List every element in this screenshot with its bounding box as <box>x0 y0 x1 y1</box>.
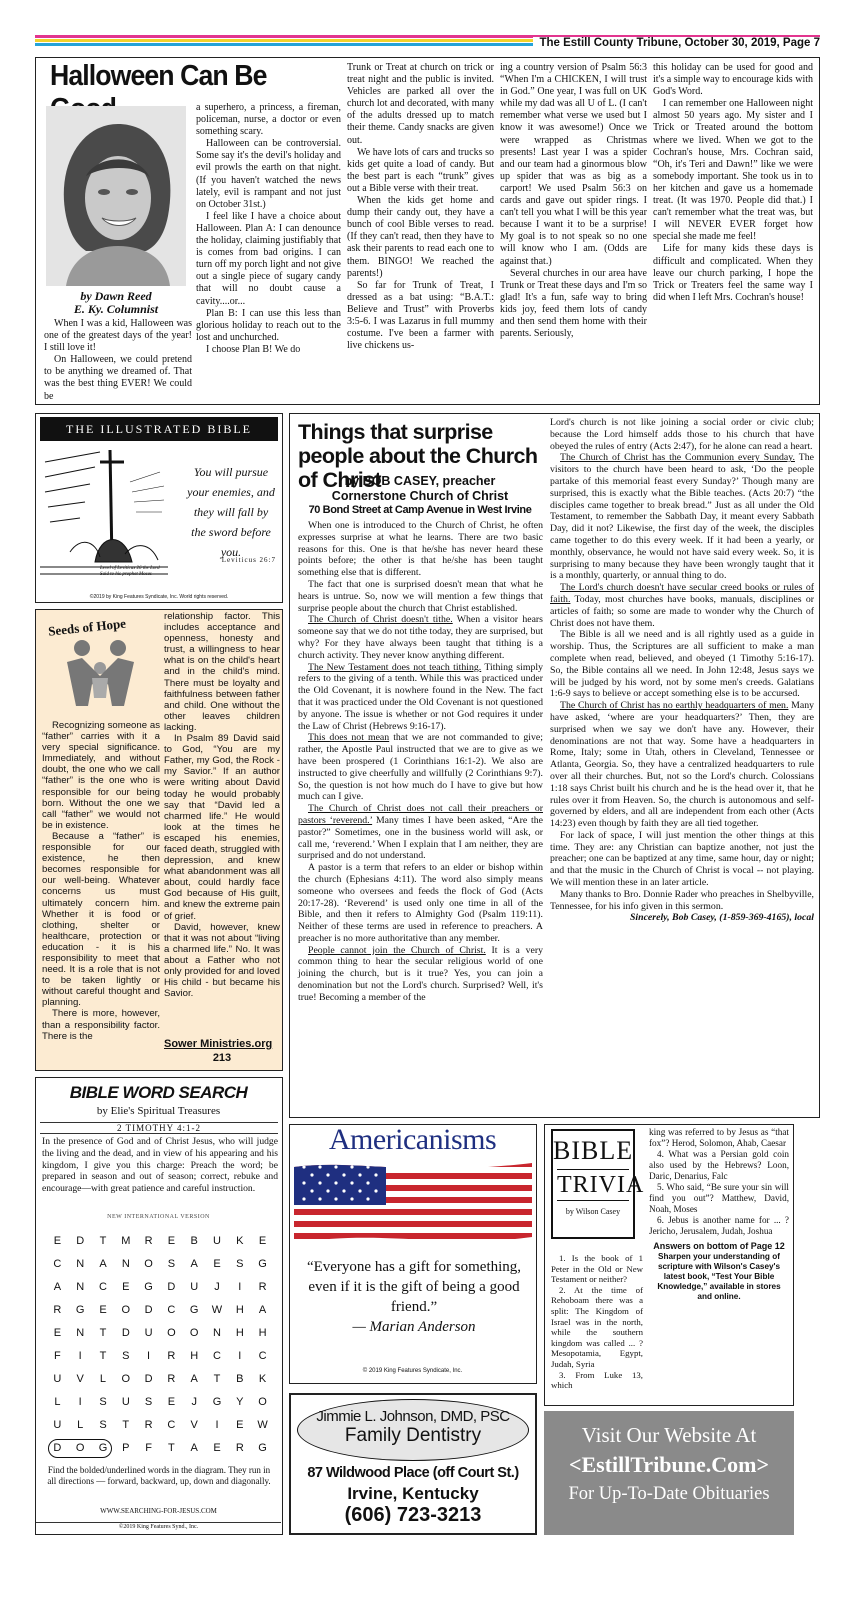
paragraph: Plan B: I can use this less than glorious holiday to reach out to the lost and unchurched. <box>196 307 341 343</box>
website-url[interactable]: <EstillTribune.Com> <box>568 1452 770 1477</box>
grid-letter: O <box>258 1396 267 1408</box>
americanisms-copyright: © 2019 King Features Syndicate, Inc. <box>362 1368 463 1374</box>
paragraph: In Psalm 89 David said to God, “You are my Father, my God, the Rock - my Savior.” If an author were writing about David today he would probably say that “David led a charmed life.” He would look at the times he escaped his enemies, faced death, struggled with depression, and knew what abandonment was all about, could hardly face God because of His guilt, and knew the extreme pain of grief. <box>164 733 280 922</box>
grid-letter: E <box>167 1396 176 1408</box>
grid-letter: C <box>53 1258 62 1270</box>
grid-letter: E <box>99 1304 107 1316</box>
grid-letter: C <box>213 1350 221 1362</box>
grid-letter: C <box>167 1419 176 1431</box>
underlined-heading: The Church of Christ doesn't tithe. <box>308 614 453 626</box>
grid-letter: U <box>213 1235 221 1247</box>
grid-letter: H <box>235 1327 244 1339</box>
grid-letter: B <box>236 1373 244 1385</box>
paragraph: A pastor is a term that refers to an elder or bishop within the church (Ephesians 4:11). The word also simply means someone who oversees and feeds the flock of God (Acts 20:17-28). ‘Reverend’ is used only one time in all of the Bible, and then it refers to Almighty God (Psalm 119:11). Neither of these terms are used in reference to preachers. A preacher is no more authoritative than any member. <box>298 862 543 944</box>
grid-letter: V <box>190 1419 198 1431</box>
grid-letter: I <box>238 1281 242 1293</box>
grid-letter: A <box>190 1258 198 1270</box>
grid-letter: O <box>144 1258 153 1270</box>
paragraph <box>298 945 543 1004</box>
dentist-phone[interactable]: (606) 723-3213 <box>344 1504 482 1526</box>
paragraph: When one is introduced to the Church of Christ, he often expresses surprise at what he learns. There are two basic reasons for this. One is that he/she has never heard these points before; the other is that he/she has been taught something else that is different. <box>298 520 543 579</box>
grid-letter: E <box>258 1235 267 1247</box>
grid-letter: S <box>167 1258 176 1270</box>
dentist-oval <box>297 1399 529 1461</box>
paragraph: Lord's church is not like joining a social order or civic club; because the Lord himself adds those to his church that have obeyed the rules of entry (Acts 2:47), for he alone can read a heart. <box>550 417 814 452</box>
grid-letter: T <box>99 1350 107 1362</box>
bible-trivia <box>544 1124 794 1406</box>
underlined-heading: This does not mean <box>308 732 390 744</box>
grid-letter: O <box>189 1327 199 1339</box>
trivia-question: 3. From Luke 13, which <box>551 1369 643 1391</box>
grid-letter: D <box>167 1281 176 1293</box>
grid-letter: U <box>121 1396 130 1408</box>
paragraph: this holiday can be used for good and it's a simple way to encourage kids with God's Word. <box>653 62 813 98</box>
paragraph <box>298 732 543 803</box>
wordsearch-title: BIBLE WORD SEARCH <box>69 1083 248 1102</box>
paragraph: We have lots of cars and trucks so kids get quite a load of candy. But the best part is each “trunk” gives out a Bible verse with their treat. <box>347 146 494 194</box>
grid-letter: I <box>147 1350 151 1362</box>
paragraph: There is more, however, than a responsibility factor. There is the <box>42 1008 160 1042</box>
flag-graphic <box>294 1159 532 1245</box>
grid-letter: C <box>258 1350 267 1362</box>
grid-letter: U <box>53 1373 62 1385</box>
underlined-heading: The Church of Christ has no earthly headquarters of men. <box>560 700 789 712</box>
grid-letter: T <box>213 1373 221 1385</box>
website-line-3: For Up-To-Date Obituaries <box>568 1484 770 1504</box>
grid-letter: I <box>215 1419 219 1431</box>
paragraph: Several churches in our area have Trunk or Treat these days and I'm so glad! It's a fun, safe way to bring kids joy, feed them lots of candy and then send them home with their parents. Seriously, <box>500 267 647 340</box>
dentist-address: 87 Wildwood Place (off Court St.) <box>307 1465 519 1481</box>
wordsearch-copyright: ©2019 King Features Synd., Inc. <box>36 1522 281 1530</box>
trivia-logo-by: by Wilson Casey <box>565 1207 621 1216</box>
grid-letter: A <box>53 1281 62 1293</box>
article-column-1 <box>44 318 192 403</box>
dentist-name: Jimmie L. Johnson, DMD, PSC <box>316 1408 510 1425</box>
grid-letter: R <box>258 1281 267 1293</box>
paragraph: So far for Trunk of Treat, I dressed as a bat using: “B.A.T.: Believe and Trust” with Proverbs 3:5-6. I was Lazarus in full mummy costume. I've been a farmer with live chickens us- <box>347 279 494 352</box>
example-word-circle <box>48 1439 112 1458</box>
paragraph: I can remember one Halloween night almost 50 years ago. My sister and I Trick or Treated around the bottom where we lived. When we got to the Cochran's house, Mrs. Cochran said, “Oh, it's Teri and Dawn!” like we were somebody important. She took us in to her kitchen and gave us a homemade treat. (It was 1970. People did that.) I can't remember what the treat was, but I will NEVER EVER forget how special she made me feel! <box>653 98 813 243</box>
grid-letter: T <box>168 1442 175 1454</box>
paragraph: relationship factor. This includes acceptance and openness, honesty and trust, a willingness to hear what is on the child's heart and in the child's mind. There must be loyalty and faithfulness between father and child. One without the other leaves children lacking. <box>164 611 280 733</box>
grid-letter: V <box>76 1373 84 1385</box>
paragraph: I choose Plan B! We do <box>206 343 301 355</box>
trivia-answers-note: Answers on bottom of Page 12 <box>653 1241 785 1251</box>
paragraph: On Halloween, we could pretend to be anything we dreamed of. That was the best thing EVER! We could be <box>44 354 192 402</box>
grid-letter: O <box>121 1304 131 1316</box>
paragraph: David, however, knew that it was not about “living a charmed life.” No. It was about a Father who not only provided for and loved His child - but became his Savior. <box>164 921 280 1000</box>
comic-copyright: ©2019 by King Features Syndicate, Inc. World rights reserved. <box>89 594 229 600</box>
grid-letter: R <box>167 1373 176 1385</box>
seeds-logo <box>42 615 158 718</box>
grid-letter: L <box>77 1419 84 1431</box>
grid-letter: O <box>121 1373 131 1385</box>
paragraph: The Bible is all we need and is all rightly used as a guide in worship. Thus, the Scriptures are all sufficient to make a man complete when read, believed, and obeyed (1 Timothy 5:16-17). So, the Bible contains all we need. In John 12:48, Jesus says we will be judged by his word, not by some men's creeds. Galatians 1:6-9 says to believe or accept something else is to be accursed. <box>550 629 814 700</box>
trivia-question: 5. Who said, “Be sure your sin will find you out”? Matthew, David, Noah, Moses <box>649 1182 789 1214</box>
dentist-practice: Family Dentistry <box>344 1425 482 1446</box>
grid-letter: F <box>145 1442 152 1454</box>
grid-letter: L <box>54 1396 61 1408</box>
grid-letter: R <box>144 1235 153 1247</box>
trivia-question: 1. Is the book of 1 Peter in the Old or New Testament or neither? <box>551 1253 643 1285</box>
grid-letter: N <box>76 1258 85 1270</box>
paragraph: a superhero, a princess, a fireman, policeman, nurse, a doctor or even something scary. <box>196 102 341 138</box>
paragraph: When the kids get home and dump their candy out, they have a bunch of cool Bible verses to read. (If they can't read, then they have to ask their parents to read each one to them. BINGO! We reached the parents!) <box>347 195 494 279</box>
grid-letter: C <box>99 1281 107 1293</box>
paragraph-body: Today, most churches have books, manuals, disciplines or articles of faith; so some are made to wonder why the Church of Christ does not have them. <box>550 593 814 629</box>
church-signoff: Sincerely, Bob Casey, (1-859-369-4165), local <box>629 912 814 924</box>
trivia-question: king was referred to by Jesus as “that fox”? Herod, Solomon, Ahab, Caesar <box>649 1127 789 1148</box>
grid-letter: R <box>235 1442 244 1454</box>
comic-small-caption: Level of Leviticus 26 the Lord Said to his prophet Moses <box>100 566 160 577</box>
grid-letter: R <box>167 1350 176 1362</box>
grid-letter: S <box>99 1396 107 1408</box>
grid-letter: D <box>53 1442 62 1454</box>
dentist-ad <box>289 1393 537 1535</box>
grid-letter: O <box>75 1442 85 1454</box>
grid-letter: J <box>214 1281 220 1293</box>
grid-letter: D <box>121 1327 130 1339</box>
grid-letter: F <box>54 1350 61 1362</box>
trivia-logo-top: BIBLE <box>553 1136 634 1165</box>
paragraph-body: It is a very common thing to hear the secular religious world of one joining the church, but is it true? Yes, you can join a denomination but not the Lord's church. Surprised? Well, it's true! Becoming a member of the <box>298 944 543 1003</box>
underlined-heading: The Church of Christ has the Communion every Sunday. <box>560 452 795 464</box>
grid-letter: L <box>99 1373 107 1385</box>
paragraph: Trunk or Treat at church on trick or treat night and the public is invited. Vehicles are parked all over the church lot and decorated, with many of the adults dressed up to match their theme. Candy snacks are given out. <box>347 62 494 146</box>
trivia-right-column <box>649 1127 789 1302</box>
seeds-right-column <box>164 611 280 999</box>
seeds-number: 213 <box>212 1052 232 1064</box>
website-line-1: Visit Our Website At <box>581 1423 757 1447</box>
grid-letter: W <box>211 1304 223 1316</box>
dentist-city: Irvine, Kentucky <box>347 1484 479 1503</box>
trivia-logo-bottom: TRIVIA <box>557 1169 629 1201</box>
grid-letter: D <box>144 1304 153 1316</box>
grid-letter: T <box>122 1419 130 1431</box>
grid-letter: I <box>238 1350 242 1362</box>
article-column-3 <box>347 62 494 352</box>
paragraph-body: The visitors to the church have been heard to ask, ‘Do the people partake of this memorial feast every Sunday?’ Though many are surprised, this is exactly what the Bible teaches. (Acts 20:7) “the disciples came together to break bread.” Just as all under the Old Testament, to remember the Sabbath Day, it meant every Sabbath Day, did it not? Likewise, the first day of the week, the disciples came together to do this every week. If it had been a yearly, or monthly, observance, he would not have said every week. So, it is surprising to many because they have been wrongly taught that it is a monthly, quarterly, or annual thing to do. <box>550 452 814 582</box>
underlined-heading: People cannot join the Church of Christ. <box>308 944 486 956</box>
americanisms-quote: “Everyone has a gift for something, even if it is the gift of being a good friend.” <box>306 1259 522 1315</box>
trivia-logo <box>551 1129 645 1239</box>
paragraph: For lack of space, I will just mention the other things at this time. They are: any Christian can baptize another, not just the preacher; one can be baptized at any time, same hour, day or night; and that the music in the Church of Christ is vocal -- not playing. We will mention these in an later article. <box>550 829 814 889</box>
grid-letter: E <box>236 1419 244 1431</box>
americanisms-title: Americanisms <box>328 1123 497 1156</box>
grid-letter: H <box>190 1350 199 1362</box>
bible-word-search <box>35 1077 283 1535</box>
church-right-column <box>550 417 814 924</box>
paragraph <box>550 452 814 582</box>
grid-letter: N <box>76 1327 85 1339</box>
grid-letter: C <box>167 1304 176 1316</box>
grid-letter: N <box>213 1327 221 1339</box>
comic-illustration <box>40 442 168 592</box>
church-headline: Things that surprise people about the Church of Christ <box>298 420 538 492</box>
grid-letter: G <box>258 1442 267 1454</box>
author-portrait <box>46 106 186 286</box>
wordsearch-version: NEW INTERNATIONAL VERSION <box>107 1214 210 1220</box>
underlined-heading: The Lord's church doesn't have secular creed books or rules of faith. <box>550 582 814 605</box>
paragraph <box>550 582 814 629</box>
grid-letter: T <box>99 1235 107 1247</box>
seeds-left-column <box>42 720 160 1042</box>
grid-letter: G <box>258 1258 267 1270</box>
article-column-4 <box>500 62 647 340</box>
wordsearch-url[interactable]: WWW.SEARCHING-FOR-JESUS.COM <box>100 1507 217 1515</box>
comic-quote: You will pursue your enemies, and they will fall by the sword before you. <box>187 465 275 559</box>
underlined-heading: The Church of Christ does not call their preachers or pastors ‘reverend.’ <box>298 803 543 826</box>
wordsearch-instructions: Find the bolded/underlined words in the diagram. They run in all directions — forward, backward, up, down and diagonally. <box>47 1465 271 1486</box>
wordsearch-reference: 2 TIMOTHY 4:1-2 <box>40 1122 278 1134</box>
grid-letter: G <box>75 1304 85 1316</box>
americanisms <box>289 1124 537 1384</box>
grid-letter: M <box>121 1235 131 1247</box>
grid-letter: R <box>144 1419 153 1431</box>
grid-letter: E <box>122 1281 130 1293</box>
grid-letter: E <box>213 1442 221 1454</box>
seeds-of-hope <box>35 609 283 1071</box>
grid-letter: E <box>213 1258 221 1270</box>
grid-letter: W <box>257 1419 268 1431</box>
trivia-question: 6. Jebus is another name for ... ? Jericho, Jerusalem, Judah, Joshua <box>649 1215 789 1236</box>
grid-letter: T <box>99 1327 107 1339</box>
wordsearch-grid <box>46 1230 274 1460</box>
trivia-left-column <box>551 1253 643 1391</box>
grid-letter: G <box>98 1442 108 1454</box>
byline-author: by Dawn Reed <box>80 289 152 303</box>
grid-letter: E <box>167 1235 176 1247</box>
wordsearch-subtitle: by Elie's Spiritual Treasures <box>96 1105 221 1117</box>
grid-letter: Y <box>236 1396 244 1408</box>
paragraph: Halloween can be controversial. Some say it's the devil's holiday and evil prowls the earth on that night. (If you haven't watched the news lately, evil is rampant and not just on October 31st.) <box>196 138 341 210</box>
church-address: 70 Bond Street at Camp Avenue in West Irvine <box>308 504 532 516</box>
comic-reference: Leviticus 26:7 <box>221 556 276 564</box>
paragraph: The fact that one is surprised doesn't mean that what he hears is untrue. So, now we will mention a few things that surprise people about the church that Christ established. <box>298 578 543 614</box>
grid-letter: S <box>236 1258 244 1270</box>
paragraph-body: that we are not commanded to give; rather, the Apostle Paul instructed that we are to give as we have been prospered (1 Corinthians 16:1-2). We also are instructed to give cheerfully and willfully (2 Corinthians 9:7). So, the question is not how much do I have to give but how much can I give. <box>298 732 543 803</box>
grid-letter: B <box>190 1235 198 1247</box>
church-name: Cornerstone Church of Christ <box>331 489 509 503</box>
halloween-article <box>35 57 820 405</box>
trivia-promo: Sharpen your understanding of scripture with Wilson's Casey's latest book, “Test Your Bible Knowledge,” available in stores and online. <box>657 1252 781 1301</box>
seeds-footer-link[interactable]: Sower Ministries.org <box>164 1038 273 1050</box>
grid-letter: N <box>76 1281 85 1293</box>
church-article <box>289 413 820 1118</box>
americanisms-author: — Marian Anderson <box>352 1319 476 1335</box>
illustrated-bible-comic <box>35 413 283 603</box>
grid-letter: S <box>99 1419 107 1431</box>
wordsearch-verse: In the presence of God and of Christ Jesus, who will judge the living and the dead, and in view of his appearing and his kingdom, I give you this charge: Preach the word; be prepared in season and out of season; correct, rebuke and encourage—with great patience and careful instruction. <box>42 1136 278 1195</box>
article-column-5 <box>653 62 813 304</box>
page-folio: The Estill County Tribune, October 30, 2019, Page 7 <box>533 37 820 49</box>
paragraph <box>550 700 814 830</box>
grid-letter: K <box>258 1373 267 1385</box>
paragraph: Because a “father” is responsible for our existence, he then becomes responsible for our well-being. Whatever concerns us must ultimately concern him. Whether it is food or clothing, shelter or healthcare, protection or education - it is his responsibility to meet that need. It is a role that is not to be taken lightly or without careful thought and planning. <box>42 830 160 1009</box>
grid-letter: S <box>144 1396 153 1408</box>
seeds-title: Seeds of Hope <box>47 615 127 639</box>
trivia-question: 4. What was a Persian gold coin also used by the Hebrews? Loon, Daric, Denarius, Falc <box>649 1149 789 1181</box>
paragraph: ing a country version of Psalm 56:3 “When I'm a CHICKEN, I will trust in God.” One year, I was full on UK while my dad was all U of L. (I can't remember what verse we used but I know it was awesome!) Once we were wrapped as Christmas presents! Last year I was a spider and our team had a ginormous blow up spider that was as big as a carport! We used Psalm 56:3 on cards and gave out spider rings. I can't tell you what I will be this year because I want it to be a surprise! My goal is to not speak so no one will know who I am. (Odds are against that.) <box>500 62 647 267</box>
grid-letter: A <box>258 1304 267 1316</box>
grid-letter: D <box>76 1235 85 1247</box>
article-column-2 <box>196 102 341 356</box>
grid-letter: A <box>190 1442 198 1454</box>
grid-letter: G <box>212 1396 222 1408</box>
byline-title: E. Ky. Columnist <box>73 302 159 316</box>
grid-letter: S <box>122 1350 130 1362</box>
paragraph: Recognizing someone as “father” carries with it a very special significance. Immediately, and without doubt, the one who we call “father” is the one who is responsible for our being born. Without the one we call “father” we would not be in existence. <box>42 720 160 831</box>
grid-letter: G <box>189 1304 199 1316</box>
church-left-column <box>298 520 543 1004</box>
paragraph-body: Many have asked, ‘where are your headquarters?’ Then, they are surprised when we say we don't have any. However, their denominations are not that way. Some have a headquarters in Rome, Italy; some in Utah, others in Cleveland, Tennessee or Atlanta, Georgia. So, they have a centralized headquarters to rule over all their churches. But, not so the Lord's church. Colossians 1:18 says Christ built his church and he is the head over it, that he rules over it from Heaven. So, the church is autonomous and self-governed by elders, and all are independent from each other (Acts 14:23) even though by faith they are all tied together. <box>550 700 814 830</box>
banner-title: THE ILLUSTRATED BIBLE <box>66 422 252 436</box>
church-byline: by BOB CASEY, preacher <box>344 474 496 488</box>
grid-letter: G <box>144 1281 153 1293</box>
grid-letter: U <box>144 1327 153 1339</box>
paragraph-body: Tithing simply refers to the giving of a tenth. While this was practiced under the Old Covenant, it is nowhere found in the New. The fact that it was practiced under the Old Covenant is not questioned by anyone. The issue is whether or not God requires it under the Law of Christ (Hebrews 9:16-17). <box>298 661 543 732</box>
paragraph: I feel like I have a choice about Halloween. Plan A: I can denounce the holiday, claiming justifiably that is comes from bad origins. I can turn off my porch light and not give out a single piece of sugary candy that will no doubt cause a cavity....or... <box>196 210 341 307</box>
grid-letter: I <box>78 1396 82 1408</box>
website-promo[interactable] <box>544 1411 794 1535</box>
grid-letter: E <box>53 1327 62 1339</box>
grid-letter: R <box>53 1304 62 1316</box>
paragraph-body: When a visitor hears someone say that we do not tithe today, they are surprised, but why? For they have always been taught that tithing is a church activity. They never know anything different. <box>298 614 543 661</box>
paragraph-body: Many times I have been asked, “Are the pastor?” Sometimes, one in the business world will ask, or call me, ‘reverend.’ When I explain that I am neither, they are surprised and do not understand. <box>298 814 544 862</box>
grid-letter: H <box>235 1304 244 1316</box>
paragraph: Life for many kids these days is difficult and complicated. When they leave our church parking, I hope the Trick or Treaters feel the same way I did when I left Mrs. Cochran's house! <box>653 243 813 303</box>
underlined-heading: The New Testament does not teach tithing. <box>308 661 482 673</box>
grid-letter: K <box>236 1235 244 1247</box>
paragraph <box>298 614 543 661</box>
grid-letter: A <box>190 1373 198 1385</box>
grid-letter: H <box>258 1327 267 1339</box>
paragraph: When I was a kid, Halloween was one of the greatest days of the year! I still love it! <box>44 318 192 354</box>
grid-letter: O <box>167 1327 176 1339</box>
grid-letter: P <box>122 1442 130 1454</box>
grid-letter: N <box>121 1258 130 1270</box>
paragraph <box>298 662 543 733</box>
grid-letter: U <box>190 1281 199 1293</box>
grid-letter: A <box>99 1258 107 1270</box>
grid-letter: E <box>53 1235 62 1247</box>
article-headline: Halloween Can Be <box>50 60 267 92</box>
trivia-question: 2. At the time of Rehoboam there was a split: The Kingdom of Israel was in the north, while the southern kingdom was called ... ? Mesopotamia, Egypt, Judah, Syria <box>551 1284 643 1369</box>
comic-banner <box>40 417 278 441</box>
grid-letter: D <box>144 1373 153 1385</box>
grid-letter: I <box>78 1350 82 1362</box>
paragraph <box>298 803 543 862</box>
grid-letter: U <box>53 1419 62 1431</box>
paragraph: Many thanks to Bro. Donnie Rader who preaches in Shelbyville, Tennessee, for his info given in this sermon. <box>550 888 814 912</box>
grid-letter: J <box>191 1396 197 1408</box>
